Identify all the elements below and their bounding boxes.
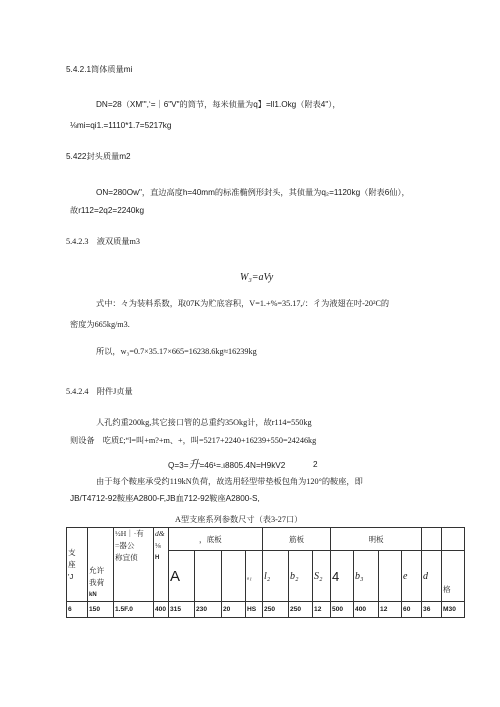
section-heading-5422: 5.422封头质量m2: [66, 152, 131, 161]
s4-formula-number: 2: [313, 460, 318, 469]
table-cell: 500: [331, 602, 354, 618]
saddle-parameters-table: [66, 527, 465, 618]
subheader-b2: b₂: [289, 551, 313, 602]
s1-text-line2: ⅛mi=qi1.=1110*1.7=5217kg: [70, 121, 172, 130]
s2-text-line2: 故r112=2q2=2240kg: [70, 206, 145, 215]
s4-text-line2: 则设备 吃质£;“l=叫+m?+m、+，叫=5217+2240+16239+550=24246kg: [70, 436, 317, 445]
table-cell: 250: [263, 602, 289, 618]
section-heading-5424: 5.4.2.4 附件J贞量: [66, 387, 133, 396]
header-support: 支 座 'J: [67, 528, 88, 602]
s4-text-line1: 人孔约重200kg,其它接口管的总重约35Okg计，故r114=550kg: [96, 418, 312, 427]
subheader-A: A: [169, 551, 195, 602]
subheader-4: 4: [331, 551, 354, 602]
table-header-row: [67, 528, 465, 551]
subheader-l2: l₂: [263, 551, 289, 602]
s3-text-line3: 所以，w₃=0.7×35.17×665=16238.6kg≈16239kg: [96, 347, 257, 356]
s4-formula-glyph: 升: [188, 459, 200, 471]
header-group-bright-plate: 明板: [331, 528, 422, 551]
table-cell: 400: [154, 602, 169, 618]
subheader-d: d: [422, 551, 442, 602]
table-cell: M30: [442, 602, 465, 618]
table-cell: 400: [354, 602, 379, 618]
table-cell: 150: [88, 602, 114, 618]
header-height: d& ⅛ H: [154, 528, 169, 602]
table-cell: 12: [313, 602, 331, 618]
header-group-rib-plate: 筋板: [263, 528, 331, 551]
s2-text-line1: ON=280Ow"，直边高度h=40mm的标准椭例形封头，其侦量为q₂=1120kg（附表6仙），: [96, 188, 410, 197]
subheader-a1: ₐ₁: [246, 551, 263, 602]
table-cell: 230: [195, 602, 222, 618]
table-cell: 20: [222, 602, 246, 618]
table-row: [67, 602, 465, 618]
table-cell: 315: [169, 602, 195, 618]
table-cell: 60: [402, 602, 422, 618]
subheader-spec: 格: [442, 551, 465, 602]
subheader-b3: b₃: [354, 551, 379, 602]
s4-text-line3: 由于每个鞍座承受约119kN负荷，故选用轻型带垫板包角为120°的鞍座，即: [96, 477, 363, 486]
table-cell: 6: [67, 602, 88, 618]
table-cell: 250: [289, 602, 313, 618]
subheader-blank-3: [379, 551, 402, 602]
subheader-blank-1: [195, 551, 222, 602]
s1-text-line1: DN=28（XM"',‘=｜6"V"的筒节，每米侦量为q】=ll1.Okg（附表4"），: [96, 100, 341, 109]
subheader-e: e: [402, 551, 422, 602]
table-caption: A型支座系列参数尺寸（表3-27口）: [175, 515, 303, 524]
s3-formula: W₃=aVy: [240, 272, 274, 283]
header-allowable-load: 允许 我荷 kN: [88, 528, 114, 602]
table-cell: 1.5F.0: [114, 602, 154, 618]
subheader-blank-2: [222, 551, 246, 602]
s3-text-line2: 密度为665kg/m3.: [70, 320, 130, 329]
table-cell: HS: [246, 602, 263, 618]
section-heading-5423: 5.4.2.3 液双质量m3: [66, 237, 140, 246]
header-nominal-weight: ½H｜·有 =器公 称宜侦: [114, 528, 154, 602]
s4-formula-part-a: Q=3=: [168, 461, 189, 470]
s4-formula: [168, 460, 285, 471]
section-heading-5421: 5.4.2.1筒体质量mi: [66, 65, 133, 74]
s4-text-line4: JB/T4712-92鞍座A2800-F,JB血712-92鞍座A2800-S,: [70, 494, 260, 503]
subheader-s2: S₂: [313, 551, 331, 602]
s3-text-line1: 式中：々为装料系数，取07K为贮底容积，V=1.+%=35.17,/：彳为液翅在吋-20²C的: [96, 299, 390, 308]
table-cell: 36: [422, 602, 442, 618]
s4-formula-part-b: =46¹=.ι8805.4N=H9kV2: [199, 461, 286, 470]
table-cell: 12: [379, 602, 402, 618]
header-group-base-plate: ，底板: [169, 528, 263, 551]
